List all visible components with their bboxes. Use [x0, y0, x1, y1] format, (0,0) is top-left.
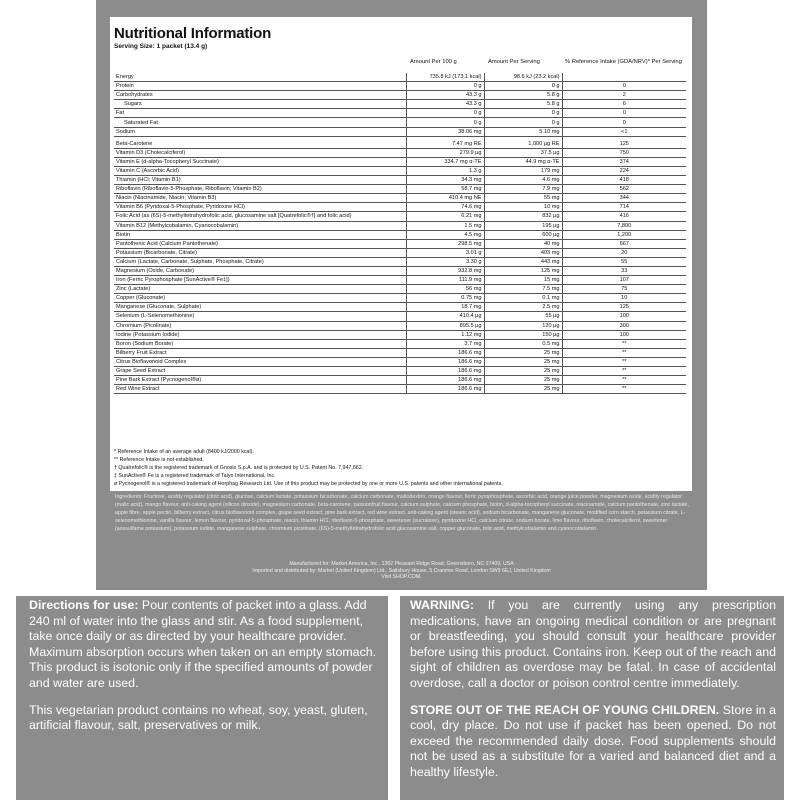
- nutrient-name: Sugars: [114, 100, 406, 109]
- table-row: [114, 212, 686, 221]
- amount-per-serving: 0 g: [484, 109, 562, 118]
- storage-text: Store in a cool, dry place. Do not use if packet has been opened. Do not exceed the recommended daily dose. Food supplements should not be used as a substitute for a varied and balanced diet and a healthy lifestyle.: [410, 702, 776, 779]
- amount-per-100g: 410.4 mg NE: [406, 194, 484, 203]
- reference-intake: 0: [562, 82, 686, 91]
- table-row: [114, 148, 686, 157]
- amount-per-100g: 43.3 g: [406, 100, 484, 109]
- amount-per-100g: 7.47 mg RE: [406, 140, 484, 149]
- nutrient-name: Protein: [114, 82, 406, 91]
- reference-intake: **: [562, 376, 686, 385]
- reference-intake: **: [562, 357, 686, 366]
- serving-size: Serving Size: 1 packet (13.4 g): [114, 43, 208, 50]
- reference-intake: 2: [562, 91, 686, 100]
- amount-per-100g: 298.5 mg: [406, 239, 484, 248]
- footnotes: [114, 448, 684, 488]
- nutrient-name: Niacin (Niacinamide, Niacin; Vitamin B3): [114, 194, 406, 203]
- nutrient-name: Beta-Carotene: [114, 140, 406, 149]
- amount-per-serving: 25 mg: [484, 376, 562, 385]
- nutrient-name: Vitamin C (Ascorbic Acid): [114, 166, 406, 175]
- table-row: [114, 385, 686, 394]
- amount-per-100g: 186.6 mg: [406, 367, 484, 376]
- amount-per-serving: 0.5 mg: [484, 339, 562, 348]
- ingredients-text: Ingredients: Fructose, acidity regulator (citric acid), glucose, calcium lactate, potassium bicarbonate, calcium carbonate, maltodextrin, orange flavour, ferric pyrophosphate, ascorbic acid, orange juice powder, magnesium oxide, acidity regulator (malic acid), mango flavour, anti-caking agent (silicon dioxide), magnesium carbonate, beta-carotene, passionfruit flavour, calcium sulphate, calcium phosphate, biotin, d-alpha-tocopheryl succinate, niacinamide, calcium pantothenate, zinc lactate, apple fibre, apple pectin, bilberry extract, citrus bioflavonoid complex, grape seed extract, pine bark extract, red wine extract, anti-caking agent (stearic acid), sodium bicarbonate, manganese gluconate, modified corn starch, potassium citrate, L-selenomethionine, vanilla flavour, lemon flavour, pyridoxal-5-phosphate, niacin, thiamin HCl, riboflavin-5-phosphate, sweetener (sucralose), pyridoxine HCl, calcium citrate, sodium borate, lime flavour, riboflavin, cholecalciferol, sweetener (acesulfame potassium), potassium iodide, manganese sulphate, chromium picolinate, (6S)-5-methyltetrahydrofolic acid glucosamine salt, copper gluconate, folic acid, methylcobalamin and cyanocobalamin.: [115, 494, 689, 532]
- table-row: [114, 194, 686, 203]
- table-row: [114, 230, 686, 239]
- amount-per-serving: 179 mg: [484, 166, 562, 175]
- amount-per-serving: 150 µg: [484, 330, 562, 339]
- amount-per-serving: 5.8 g: [484, 100, 562, 109]
- amount-per-100g: 186.6 mg: [406, 357, 484, 366]
- amount-per-100g: 932.8 mg: [406, 266, 484, 275]
- table-row: [114, 303, 686, 312]
- amount-per-serving: 10 mg: [484, 203, 562, 212]
- reference-intake: 416: [562, 212, 686, 221]
- table-row: [114, 239, 686, 248]
- table-row: [114, 221, 686, 230]
- reference-intake: 107: [562, 276, 686, 285]
- nutrient-name: Folic Acid (as (6S)-5-methyltetrahydrofolic acid, glucosamine salt [Quatrefolic®†] and folic acid): [114, 212, 406, 221]
- nutrition-facts-label: [110, 17, 692, 491]
- amount-per-100g: 0 g: [406, 118, 484, 127]
- amount-per-100g: 895.5 µg: [406, 321, 484, 330]
- amount-per-100g: 186.6 mg: [406, 348, 484, 357]
- amount-per-100g: 74.6 mg: [406, 203, 484, 212]
- nutrition-table: [114, 73, 686, 394]
- table-row: [114, 285, 686, 294]
- distributor-line: Imported and distributed by: Market (United Kingdom) Ltd., Salisbury House, 5 Cranmer Road, London SW9 6EJ, United Kingdom: [252, 567, 551, 574]
- reference-intake: [562, 73, 686, 82]
- table-row: [114, 312, 686, 321]
- amount-per-100g: 38.06 mg: [406, 127, 484, 136]
- amount-per-serving: 55 mg: [484, 194, 562, 203]
- reference-intake: 667: [562, 239, 686, 248]
- nutrient-name: Bilberry Fruit Extract: [114, 348, 406, 357]
- nutrient-name: Selenium (L-Selenomethionine): [114, 312, 406, 321]
- amount-per-100g: 735.8 kJ (173.1 kcal): [406, 73, 484, 82]
- amount-per-serving: 403 mg: [484, 248, 562, 257]
- amount-per-serving: 125 mg: [484, 266, 562, 275]
- table-row: [114, 100, 686, 109]
- nutrient-name: Magnesium (Oxide, Carbonate): [114, 266, 406, 275]
- table-row: [114, 118, 686, 127]
- table-row: [114, 339, 686, 348]
- reference-intake: **: [562, 339, 686, 348]
- amount-per-100g: 0 g: [406, 82, 484, 91]
- amount-per-100g: 34.3 mg: [406, 176, 484, 185]
- reference-intake: <1: [562, 127, 686, 136]
- reference-intake: 10: [562, 294, 686, 303]
- nutrient-name: Sodium: [114, 127, 406, 136]
- nutrient-name: Red Wine Extract: [114, 385, 406, 394]
- reference-intake: 300: [562, 321, 686, 330]
- reference-intake: 0: [562, 109, 686, 118]
- nutrient-name: Iron (Ferric Pyrophosphate [SunActive® Fe‡]): [114, 276, 406, 285]
- table-row: [114, 109, 686, 118]
- reference-intake: 125: [562, 303, 686, 312]
- reference-intake: 344: [562, 194, 686, 203]
- reference-intake: 1,200: [562, 230, 686, 239]
- amount-per-serving: 40 mg: [484, 239, 562, 248]
- table-row: [114, 203, 686, 212]
- manufacturer-line: Manufactured for: Market America, Inc., 1302 Pleasant Ridge Road, Greensboro, NC 27409, USA: [289, 561, 514, 567]
- nutrient-name: Thiamin (HCl; Vitamin B1): [114, 176, 406, 185]
- table-row: [114, 248, 686, 257]
- amount-per-100g: 43.3 g: [406, 91, 484, 100]
- amount-per-100g: 1.5 mg: [406, 221, 484, 230]
- reference-intake: 714: [562, 203, 686, 212]
- table-row: [114, 73, 686, 82]
- reference-intake: **: [562, 348, 686, 357]
- amount-per-serving: 832 µg: [484, 212, 562, 221]
- amount-per-100g: 0 g: [406, 109, 484, 118]
- nutrient-name: Saturated Fat: [114, 118, 406, 127]
- reference-intake: 20: [562, 248, 686, 257]
- column-header-reference-intake: % Reference Intake (GDA/NRV)* Per Serving: [565, 59, 682, 65]
- table-row: [114, 276, 686, 285]
- amount-per-serving: 25 mg: [484, 348, 562, 357]
- nutrient-name: Vitamin D3 (Cholecalciferol): [114, 148, 406, 157]
- directions-heading: Directions for use:: [29, 598, 139, 612]
- directions-box: [16, 596, 388, 800]
- footnote: ø Pycnogenol® is a registered trademark of Horphag Research Ltd. Use of this product may be protected by one or more U.S. patents and other international patents.: [114, 481, 503, 487]
- reference-intake: 374: [562, 157, 686, 166]
- column-header-per-100g: Amount Per 100 g: [410, 59, 457, 65]
- amount-per-100g: 186.6 mg: [406, 385, 484, 394]
- amount-per-serving: 25 mg: [484, 357, 562, 366]
- nutrient-name: Grape Seed Extract: [114, 367, 406, 376]
- nutrient-name: Vitamin E (d-alpha-Tocopheryl Succinate): [114, 157, 406, 166]
- reference-intake: 418: [562, 176, 686, 185]
- reference-intake: **: [562, 385, 686, 394]
- amount-per-serving: 7.9 mg: [484, 185, 562, 194]
- amount-per-serving: 0 g: [484, 82, 562, 91]
- amount-per-serving: 195 µg: [484, 221, 562, 230]
- nutrient-name: Biotin: [114, 230, 406, 239]
- table-row: [114, 294, 686, 303]
- amount-per-serving: 0 g: [484, 118, 562, 127]
- table-row: [114, 257, 686, 266]
- table-row: [114, 185, 686, 194]
- amount-per-100g: 1.12 mg: [406, 330, 484, 339]
- amount-per-100g: 56 mg: [406, 285, 484, 294]
- amount-per-serving: 25 mg: [484, 367, 562, 376]
- table-row: [114, 82, 686, 91]
- amount-per-100g: 279.9 µg: [406, 148, 484, 157]
- footnote: ‡ SunActive® Fe is a registered trademark of Taiyo International, Inc.: [114, 473, 276, 479]
- amount-per-100g: 410.4 µg: [406, 312, 484, 321]
- amount-per-serving: 443 mg: [484, 257, 562, 266]
- amount-per-100g: 6.21 mg: [406, 212, 484, 221]
- table-row: [114, 321, 686, 330]
- reference-intake: 750: [562, 148, 686, 157]
- table-row: [114, 266, 686, 275]
- footnote: † Quatrefolic® is the registered trademark of Gnosis S.p.A. and is protected by U.S. Patent No. 7,947,662.: [114, 465, 364, 471]
- amount-per-serving: 0.1 mg: [484, 294, 562, 303]
- amount-per-serving: 55 µg: [484, 312, 562, 321]
- amount-per-serving: 5.10 mg: [484, 127, 562, 136]
- amount-per-serving: 7.5 mg: [484, 285, 562, 294]
- amount-per-100g: 186.6 mg: [406, 376, 484, 385]
- table-row: [114, 330, 686, 339]
- amount-per-100g: 111.9 mg: [406, 276, 484, 285]
- nutrient-name: Calcium (Lactate, Carbonate, Sulphate, Phosphate, Citrate): [114, 257, 406, 266]
- column-header-per-serving: Amount Per Serving: [488, 59, 540, 65]
- vegetarian-statement: This vegetarian product contains no wheat, soy, yeast, gluten, artificial flavour, salt, preservatives or milk.: [29, 702, 368, 733]
- table-row: [114, 157, 686, 166]
- table-row: [114, 357, 686, 366]
- reference-intake: 125: [562, 140, 686, 149]
- reference-intake: 562: [562, 185, 686, 194]
- nutrient-name: Zinc (Lactate): [114, 285, 406, 294]
- table-row: [114, 176, 686, 185]
- reference-intake: 100: [562, 330, 686, 339]
- amount-per-serving: 37.5 µg: [484, 148, 562, 157]
- amount-per-serving: 15 mg: [484, 276, 562, 285]
- nutrition-title: Nutritional Information: [114, 25, 272, 42]
- nutrient-name: Chromium (Picolinate): [114, 321, 406, 330]
- footnote: ** Reference Intake is not established.: [114, 457, 204, 463]
- reference-intake: **: [562, 367, 686, 376]
- table-row: [114, 166, 686, 175]
- amount-per-serving: 1,000 µg RE: [484, 140, 562, 149]
- reference-intake: 100: [562, 312, 686, 321]
- amount-per-serving: 44.9 mg α-TE: [484, 157, 562, 166]
- amount-per-serving: 2.5 mg: [484, 303, 562, 312]
- table-row: [114, 91, 686, 100]
- warning-text: If you are currently using any prescription medications, have an ongoing medical condition or are pregnant or breastfeeding, you should consult your healthcare provider before using this product. Contains iron. Keep out of the reach and sight of children as overdose may be fatal. In case of accidental overdose, call a doctor or poison control centre immediately.: [410, 598, 776, 690]
- amount-per-serving: 600 µg: [484, 230, 562, 239]
- amount-per-100g: 1.3 g: [406, 166, 484, 175]
- website-line: Visit SHOP.COM.: [381, 574, 422, 580]
- nutrient-name: Energy: [114, 73, 406, 82]
- warning-heading: WARNING:: [410, 598, 475, 612]
- amount-per-100g: 3.01 g: [406, 248, 484, 257]
- amount-per-100g: 3.7 mg: [406, 339, 484, 348]
- table-row: [114, 140, 686, 149]
- amount-per-serving: 4.6 mg: [484, 176, 562, 185]
- amount-per-100g: 4.5 mg: [406, 230, 484, 239]
- amount-per-100g: 334.7 mg α-TE: [406, 157, 484, 166]
- amount-per-serving: 25 mg: [484, 385, 562, 394]
- nutrient-name: Fat: [114, 109, 406, 118]
- reference-intake: 224: [562, 166, 686, 175]
- nutrient-name: Pine Bark Extract (Pycnogenol®ø): [114, 376, 406, 385]
- amount-per-100g: 18.7 mg: [406, 303, 484, 312]
- reference-intake: 55: [562, 257, 686, 266]
- reference-intake: 33: [562, 266, 686, 275]
- amount-per-100g: 58.7 mg: [406, 185, 484, 194]
- amount-per-serving: 5.8 g: [484, 91, 562, 100]
- reference-intake: 0: [562, 118, 686, 127]
- reference-intake: 7,800: [562, 221, 686, 230]
- nutrient-name: Pantothenic Acid (Calcium Pantothenate): [114, 239, 406, 248]
- directions-text: Pour contents of packet into a glass. Add 240 ml of water into the glass and stir. As a food supplement, take once daily or as directed by your healthcare provider. Maximum absorption occurs when taken on an empty stomach. This product is isotonic only if the specified amounts of powder and water are used.: [29, 598, 377, 690]
- table-row: [114, 367, 686, 376]
- nutrient-name: Citrus Bioflavonoid Complex: [114, 357, 406, 366]
- nutrient-name: Manganese (Gluconate, Sulphate): [114, 303, 406, 312]
- amount-per-100g: 0.75 mg: [406, 294, 484, 303]
- table-row: [114, 348, 686, 357]
- footnote: * Reference Intake of an average adult (8400 kJ/2000 kcal).: [114, 449, 254, 455]
- table-row: [114, 127, 686, 136]
- table-row: [114, 376, 686, 385]
- nutrient-name: Vitamin B12 (Methylcobalamin, Cyanocobalamin): [114, 221, 406, 230]
- nutrient-name: Copper (Gluconate): [114, 294, 406, 303]
- nutrient-name: Potassium (Bicarbonate, Citrate): [114, 248, 406, 257]
- nutrient-name: Carbohydrates: [114, 91, 406, 100]
- nutrient-name: Vitamin B6 (Pyridoxal-5-Phosphate, Pyridoxine HCl): [114, 203, 406, 212]
- storage-heading: STORE OUT OF THE REACH OF YOUNG CHILDREN.: [410, 702, 720, 717]
- amount-per-100g: 3.30 g: [406, 257, 484, 266]
- nutrient-name: Riboflavin (Riboflavin-5-Phosphate, Riboflavin; Vitamin B2): [114, 185, 406, 194]
- warning-box: [400, 596, 784, 800]
- amount-per-serving: 98.6 kJ (23.2 kcal): [484, 73, 562, 82]
- reference-intake: 6: [562, 100, 686, 109]
- nutrient-name: Boron (Sodium Borate): [114, 339, 406, 348]
- nutrient-name: Iodine (Potassium Iodide): [114, 330, 406, 339]
- reference-intake: 75: [562, 285, 686, 294]
- amount-per-serving: 120 µg: [484, 321, 562, 330]
- manufacturer-info: [96, 561, 707, 581]
